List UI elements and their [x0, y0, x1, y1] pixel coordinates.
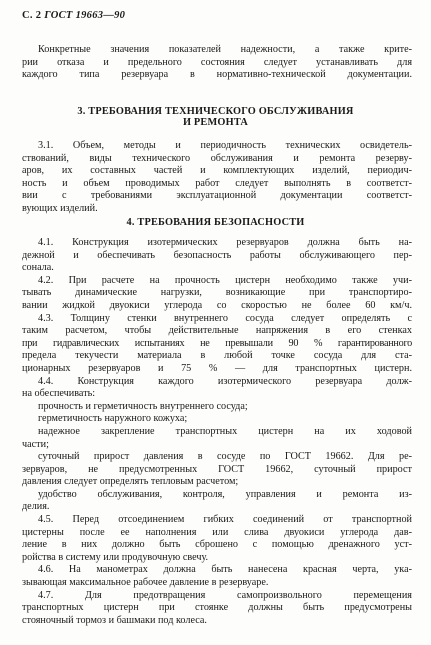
text-line: сонала.	[22, 262, 54, 274]
text-line: 4.6. На манометрах должна быть нанесена красная черта, ука-	[38, 564, 412, 576]
section-3-body	[22, 140, 412, 216]
text-line: аров, их составных частей и комплектующих изделий, периодич-	[22, 165, 412, 177]
text-line: цистерны после ее наполнения или слива двуокиси углерода дав-	[22, 526, 412, 538]
text-line: 4.7. Для предотвращения самопроизвольного перемещения	[38, 589, 412, 601]
text-line: вии с требованиями эксплуатационной документации соответст-	[22, 190, 412, 202]
text-line: при гидравлических испытаниях не превышали 90 % гарантированного	[22, 337, 412, 349]
text-line: герметичность наружного кожуха;	[38, 413, 188, 425]
text-line: делия.	[22, 501, 50, 513]
standard-title: ГОСТ 19663—90	[44, 10, 126, 21]
text-line: вании жидкой двуокиси углерода со скоростью не более 60 км/ч.	[22, 299, 412, 311]
section-4-title: 4. ТРЕБОВАНИЯ БЕЗОПАСНОСТИ	[126, 217, 305, 228]
text-line: транспортных цистерн при стоянке должны быть предусмотрены	[22, 602, 412, 614]
text-line: Конкретные значения показателей надежности, а также крите-	[38, 44, 412, 55]
text-line: ройства в систему или продувочную свечу.	[22, 551, 209, 563]
text-line: 4.1. Конструкция изотермических резервуаров должна быть на-	[38, 237, 412, 248]
text-line: части;	[22, 438, 49, 450]
section-3-title-line2: И РЕМОНТА	[182, 117, 249, 128]
text-line: 4.3. Толщину стенки внутреннего сосуда следует определять с	[38, 312, 412, 324]
text-line: 4.5. Перед отсоединением гибких соединений от транспортной	[38, 514, 412, 526]
text-line: на обеспечивать:	[22, 388, 96, 400]
text-line: суточный прирост давления в сосуде по ГОСТ 19662. Для ре-	[38, 451, 412, 463]
section-4-body	[22, 237, 412, 627]
text-line: каждого типа резервуара в нормативно-технической документации.	[22, 69, 412, 81]
text-line: 3.1. Объем, методы и периодичность технических освидетель-	[38, 140, 412, 151]
text-line: тывать динамические нагрузки, возникающие при транспортиро-	[22, 287, 412, 299]
text-line: зервуаров, не предусмотренных ГОСТ 19662, суточный прирост	[22, 463, 412, 475]
text-line: ствований, виды технического обслуживания и ремонта резерву-	[22, 152, 412, 164]
text-line: предела текучести материала в любой точке сосуда для ста-	[22, 350, 412, 362]
text-line: рии отказа и предельного состояния следует устанавливать для	[22, 56, 412, 68]
section-4-heading	[0, 217, 431, 228]
text-line: надежное закрепление транспортных цистерн на их ходовой	[38, 425, 412, 437]
text-line: 4.2. При расчете на прочность цистерн необходимо также учи-	[38, 274, 412, 286]
page-number: С. 2	[22, 10, 42, 21]
text-line: вующих изделий.	[22, 202, 98, 214]
text-line: 4.4. Конструкция каждого изотермического резервуара долж-	[38, 375, 412, 387]
section-3-title-line1: 3. ТРЕБОВАНИЯ ТЕХНИЧЕСКОГО ОБСЛУЖИВАНИЯ	[77, 106, 354, 117]
text-line: давления следует определять тепловым расчетом;	[22, 476, 239, 488]
text-line: ление в них должно быть сброшено с помощью дренажного уст-	[22, 539, 412, 551]
section-3-heading	[0, 106, 431, 128]
text-line: прочность и герметичность внутреннего сосуда;	[38, 400, 248, 412]
text-line: зывающая максимальное рабочее давление в резервуаре.	[22, 577, 269, 589]
page-header	[22, 10, 125, 21]
intro-paragraph	[22, 44, 412, 82]
text-line: ционарных резервуаров и 75 % — для транспортных цистерн.	[22, 362, 412, 374]
text-line: ность и объем проводимых работ следует выполнять в соответст-	[22, 177, 412, 189]
text-line: стояночный тормоз и башмаки под колеса.	[22, 614, 207, 626]
text-line: удобство обслуживания, контроля, управления и ремонта из-	[38, 488, 412, 500]
text-line: таким расчетом, чтобы действительные напряжения в его стенках	[22, 325, 412, 337]
text-line: дежной и обеспечивать безопасность работы обслуживающего пер-	[22, 249, 412, 261]
